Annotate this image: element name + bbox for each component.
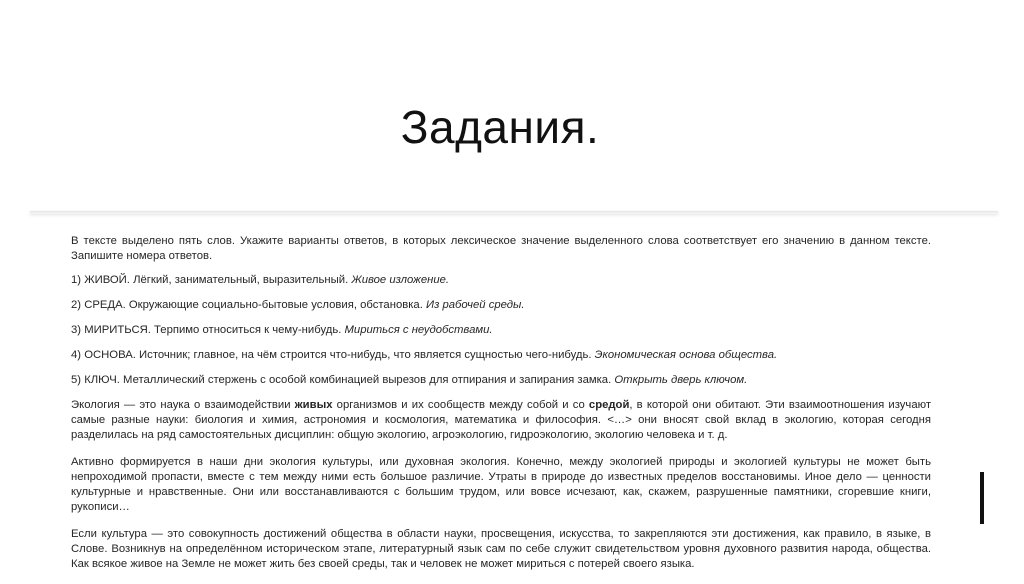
option-definition: ОСНОВА. Источник; главное, на чём строится что-нибудь, что является сущностью чего-нибудь. bbox=[84, 349, 592, 361]
text-paragraph-2: Активно формируется в наши дни экология культуры, или духовная экология. Конечно, между экологией природы и экологией культуры не может быть непроходимой пропасти, вместе с тем между ними есть большое различие. Утраты в природе до известных пределов восстановимы. Иное дело — ценности культурные и нравственные. Они или восстанавливаются с большим трудом, или вовсе исчезают, как, скажем, разрушенные памятники, сгоревшие книги, рукописи… bbox=[71, 456, 931, 513]
option-example: Открыть дверь ключом. bbox=[614, 374, 748, 386]
answer-option bbox=[71, 348, 931, 363]
option-number: 3) bbox=[71, 324, 82, 336]
option-example: Из рабочей среды. bbox=[425, 299, 525, 311]
slide-header bbox=[0, 0, 1024, 212]
option-definition: КЛЮЧ. Металлический стержень с особой комбинацией вырезов для отпирания и запирания замка. bbox=[84, 374, 612, 386]
answer-option bbox=[71, 273, 931, 288]
text-paragraph-3: Если культура — это совокупность достижений общества в области науки, просвещения, искусства, то закрепляются эти достижения, как правило, в языке, в Слове. Возникнув на определённом историческом этапе, литературный язык сам по себе служит свидетельством уровня духовного развития народа, общества. Как всякое живое на Земле не может жить без своей среды, так и человек не может мириться с потерей своего языка. bbox=[71, 528, 931, 570]
text-fragment: Экология — это наука о взаимодействии bbox=[71, 399, 295, 411]
header-divider bbox=[30, 211, 998, 214]
highlighted-word: средой bbox=[588, 399, 630, 411]
text-paragraph-1 bbox=[71, 398, 931, 443]
slide-title: Задания. bbox=[400, 101, 600, 153]
highlighted-word: живых bbox=[294, 399, 333, 411]
option-example: Мириться с неудобствами. bbox=[344, 324, 493, 336]
option-number: 5) bbox=[71, 374, 82, 386]
answer-option bbox=[71, 373, 931, 388]
text-fragment: , в которой они обитают. Эти взаимоотношения изучают самые разные науки: биология и химия, астрономия и космология, математика и философия. <…> они вносят свой вклад в экологию, которая сегодня разделилась на ряд самостоятельных дисциплин: общую экологию, агроэкологию, гидроэкологию, экологию человека и т. д. bbox=[71, 399, 931, 441]
option-definition: МИРИТЬСЯ. Терпимо относиться к чему-нибудь. bbox=[84, 324, 342, 336]
option-number: 1) bbox=[71, 274, 82, 286]
answer-option bbox=[71, 298, 931, 313]
option-number: 4) bbox=[71, 349, 82, 361]
answer-option bbox=[71, 323, 931, 338]
text-fragment: организмов и их сообществ между собой и со bbox=[332, 399, 589, 411]
option-definition: СРЕДА. Окружающие социально-бытовые условия, обстановка. bbox=[84, 299, 423, 311]
option-example: Экономическая основа общества. bbox=[594, 349, 778, 361]
task-instruction: В тексте выделено пять слов. Укажите варианты ответов, в которых лексическое значение выделенного слова соответствует его значению в данном тексте. Запишите номера ответов. bbox=[71, 235, 931, 262]
option-definition: ЖИВОЙ. Лёгкий, занимательный, выразительный. bbox=[84, 274, 349, 286]
slide-content bbox=[71, 234, 931, 584]
text-cursor-bar bbox=[980, 472, 984, 524]
option-example: Живое изложение. bbox=[351, 274, 450, 286]
option-number: 2) bbox=[71, 299, 82, 311]
